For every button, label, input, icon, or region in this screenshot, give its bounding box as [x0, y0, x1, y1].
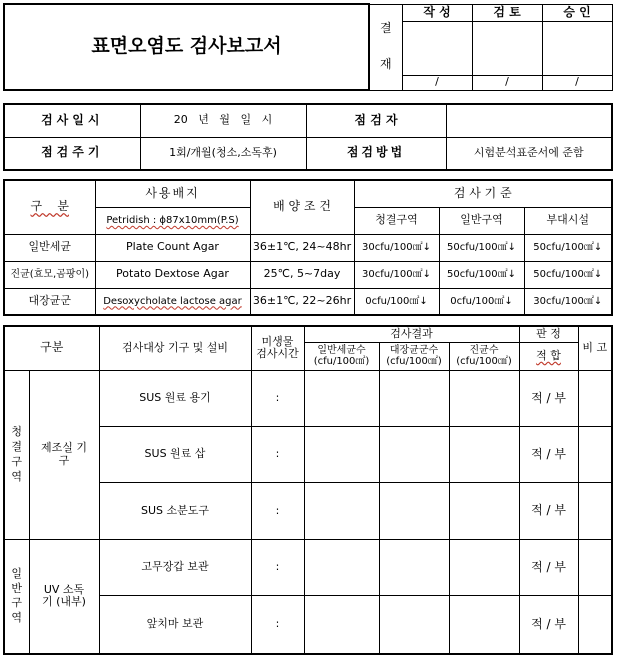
- inspection-date-label: 검사일시: [4, 104, 140, 137]
- item-time[interactable]: :: [251, 370, 304, 426]
- group-clean-label: 제조실 기구: [29, 370, 99, 539]
- sign-date-author[interactable]: /: [402, 75, 472, 90]
- approval-label-bottom: 재: [379, 57, 392, 71]
- item-fungi[interactable]: [449, 370, 519, 426]
- sub-coliform-header: [379, 342, 449, 370]
- media-row-medium: Desoxycholate lactose agar: [95, 288, 250, 315]
- media-petri-header: Petridish : ϕ87x10mm(P.S): [95, 207, 250, 234]
- results-result-header: 검사결과: [304, 326, 519, 342]
- item-time[interactable]: :: [251, 596, 304, 654]
- table-row: [4, 370, 612, 426]
- item-judge[interactable]: 적 / 부: [519, 427, 578, 483]
- item-bacteria[interactable]: [304, 427, 379, 483]
- sub-fungi-header: [449, 342, 519, 370]
- media-row-name: 진균(효모,곰팡이): [4, 261, 95, 288]
- sub-bacteria-label: 일반세균수: [317, 344, 366, 356]
- media-row-condition: 36±1℃, 24~48hr: [250, 234, 354, 261]
- results-time-header-line2: 검사시간: [256, 347, 299, 361]
- item-coliform[interactable]: [379, 370, 449, 426]
- item-note[interactable]: [578, 596, 612, 654]
- group-general-label: UV 소독기 (내부): [29, 539, 99, 654]
- media-row-medium: Potato Dextose Agar: [95, 261, 250, 288]
- media-row-medium: Plate Count Agar: [95, 234, 250, 261]
- table-row: [4, 234, 612, 261]
- item-judge[interactable]: 적 / 부: [519, 539, 578, 595]
- media-standard-header: 검 사 기 준: [354, 180, 612, 207]
- signature-reviewer[interactable]: [472, 21, 542, 75]
- item-time[interactable]: :: [251, 483, 304, 539]
- item-label: SUS 소분도구: [99, 483, 251, 539]
- zone-general-header: 일반구역: [439, 207, 524, 234]
- table-row: [4, 261, 612, 288]
- media-medium-header: 사용배지: [95, 180, 250, 207]
- media-row-clean: 30cfu/100㎠↓: [354, 261, 439, 288]
- media-row-general: 0cfu/100㎠↓: [439, 288, 524, 315]
- info-table: [3, 103, 613, 171]
- media-table: [3, 179, 613, 316]
- results-table: [3, 325, 613, 655]
- approval-label-top: 결: [379, 21, 392, 36]
- sub-fungi-label: 진균수: [469, 344, 499, 356]
- item-time[interactable]: :: [251, 539, 304, 595]
- item-bacteria[interactable]: [304, 596, 379, 654]
- results-time-header: [251, 326, 304, 370]
- zone-clean-label: [4, 370, 29, 539]
- role-reviewer: 검 토: [472, 4, 542, 21]
- results-category-header: 구분: [4, 326, 99, 370]
- sub-coliform-unit: (cfu/100㎠): [386, 356, 442, 368]
- media-row-condition: 25℃, 5~7day: [250, 261, 354, 288]
- item-fungi[interactable]: [449, 539, 519, 595]
- sub-fungi-unit: (cfu/100㎠): [456, 356, 512, 368]
- zone-general-text: 일반구역: [11, 566, 23, 625]
- signature-author[interactable]: [402, 21, 472, 75]
- sub-bacteria-header: [304, 342, 379, 370]
- media-row-facility: 30cfu/100㎠↓: [524, 288, 612, 315]
- item-label: 앞치마 보관: [99, 596, 251, 654]
- item-bacteria[interactable]: [304, 539, 379, 595]
- item-note[interactable]: [578, 539, 612, 595]
- zone-general-label: [4, 539, 29, 654]
- media-row-name: 대장균군: [4, 288, 95, 315]
- inspection-cycle-label: 점검주기: [4, 137, 140, 170]
- report-title: 표면오염도 검사보고서: [4, 4, 369, 90]
- item-judge[interactable]: 적 / 부: [519, 370, 578, 426]
- item-time[interactable]: :: [251, 427, 304, 483]
- item-fungi[interactable]: [449, 427, 519, 483]
- signature-approver[interactable]: [542, 21, 612, 75]
- media-row-general: 50cfu/100㎠↓: [439, 234, 524, 261]
- results-judge-header: 판 정: [519, 326, 578, 342]
- approval-label: [369, 4, 402, 90]
- table-row: [4, 539, 612, 595]
- sign-date-reviewer[interactable]: /: [472, 75, 542, 90]
- zone-facility-header: 부대시설: [524, 207, 612, 234]
- inspection-method-value: 시험분석표준서에 준함: [446, 137, 612, 170]
- media-category-header: 구 분: [4, 180, 95, 234]
- media-culture-header: 배 양 조 건: [250, 180, 354, 234]
- item-bacteria[interactable]: [304, 483, 379, 539]
- zone-clean-text: 청결구역: [11, 425, 23, 483]
- item-coliform[interactable]: [379, 427, 449, 483]
- item-fungi[interactable]: [449, 483, 519, 539]
- results-time-header-line1: 미생물: [261, 334, 294, 348]
- item-judge[interactable]: 적 / 부: [519, 483, 578, 539]
- inspection-method-label: 점검방법: [306, 137, 446, 170]
- item-label: 고무장갑 보관: [99, 539, 251, 595]
- inspector-value[interactable]: [446, 104, 612, 137]
- item-note[interactable]: [578, 427, 612, 483]
- table-row: [4, 288, 612, 315]
- results-target-header: 검사대상 기구 및 설비: [99, 326, 251, 370]
- item-note[interactable]: [578, 370, 612, 426]
- role-author: 작 성: [402, 4, 472, 21]
- sub-coliform-label: 대장균군수: [389, 344, 439, 356]
- results-note-header: 비 고: [578, 326, 612, 370]
- role-approver: 승 인: [542, 4, 612, 21]
- item-bacteria[interactable]: [304, 370, 379, 426]
- sub-bacteria-unit: (cfu/100㎠): [313, 356, 370, 368]
- inspection-date-value[interactable]: 20 년 월 일 시: [140, 104, 306, 137]
- inspection-cycle-value: 1회/개월(청소,소독후): [140, 137, 306, 170]
- item-coliform[interactable]: [379, 539, 449, 595]
- item-coliform[interactable]: [379, 596, 449, 654]
- sign-date-approver[interactable]: /: [542, 75, 612, 90]
- media-row-clean: 30cfu/100㎠↓: [354, 234, 439, 261]
- media-row-facility: 50cfu/100㎠↓: [524, 261, 612, 288]
- media-row-name: 일반세균: [4, 234, 95, 261]
- item-label: SUS 원료 삽: [99, 427, 251, 483]
- media-row-condition: 36±1℃, 22~26hr: [250, 288, 354, 315]
- media-row-general: 50cfu/100㎠↓: [439, 261, 524, 288]
- sub-judge-header: 적 합: [519, 342, 578, 370]
- item-judge[interactable]: 적 / 부: [519, 596, 578, 654]
- media-row-facility: 50cfu/100㎠↓: [524, 234, 612, 261]
- header-table: [3, 3, 613, 91]
- inspector-label: 점 검 자: [306, 104, 446, 137]
- zone-clean-header: 청결구역: [354, 207, 439, 234]
- item-fungi[interactable]: [449, 596, 519, 654]
- item-note[interactable]: [578, 483, 612, 539]
- item-label: SUS 원료 용기: [99, 370, 251, 426]
- item-coliform[interactable]: [379, 483, 449, 539]
- media-row-clean: 0cfu/100㎠↓: [354, 288, 439, 315]
